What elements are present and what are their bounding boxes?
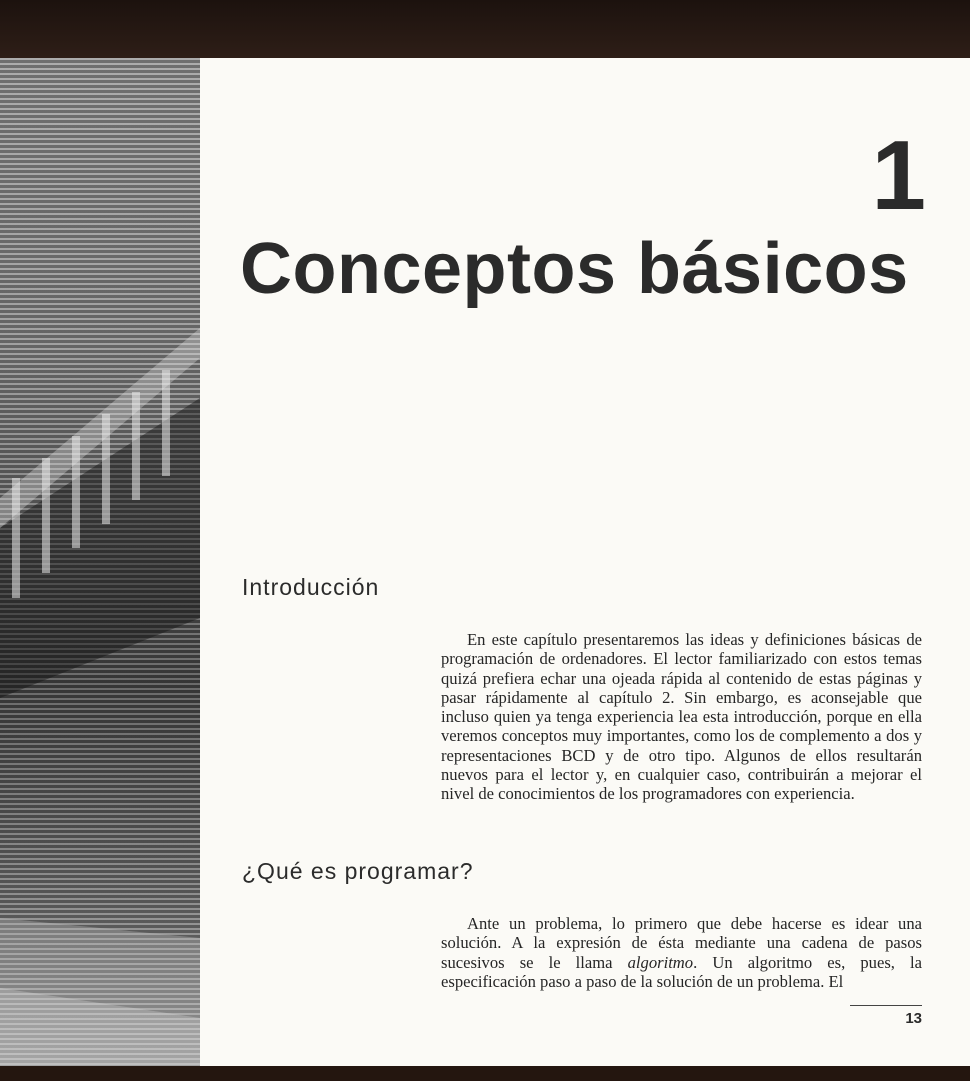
chapter-number: 1	[871, 120, 926, 230]
section-heading-introduccion: Introducción	[242, 574, 380, 600]
term-algoritmo: algoritmo	[627, 952, 694, 972]
section-heading-que-es-programar: ¿Qué es programar?	[242, 858, 474, 884]
paragraph-text-start: Ante un problema, lo primero que debe hacerse es idear una solución. A la expresión de ésta mediante una cadena de pasos sucesivos se le llama	[441, 914, 922, 972]
page-number: 13	[905, 1010, 922, 1027]
paragraph-que-es-programar	[441, 914, 922, 991]
scan-background-top	[0, 0, 970, 58]
staircase-photo-image	[0, 58, 200, 1066]
paragraph-introduccion: En este capítulo presentaremos las ideas y definiciones básicas de programación de ordenadores. El lector familiarizado con estos temas quizá prefiera echar una ojeada rápida al contenido de estas páginas y pasar rápidamente al capítulo 2. Sin embargo, es aconsejable que incluso quien ya tenga experiencia lea esta introducción, porque en ella veremos conceptos muy importantes, como los de complemento a dos y representaciones BCD y de otro tipo. Algunos de ellos resultarán nuevos para el lector y, en cualquier caso, contribuirán a mejorar el nivel de conocimientos de los programadores con experiencia.	[441, 630, 922, 804]
paragraph-text-end: . Un algoritmo es, pues, la especificación paso a paso de la solución de un problema. El	[441, 952, 923, 991]
scan-background-bottom	[0, 1066, 970, 1081]
chapter-title: Conceptos básicos	[240, 229, 909, 309]
page-number-rule	[850, 1005, 922, 1006]
book-page	[200, 58, 970, 1066]
staircase-photo	[0, 58, 200, 1066]
